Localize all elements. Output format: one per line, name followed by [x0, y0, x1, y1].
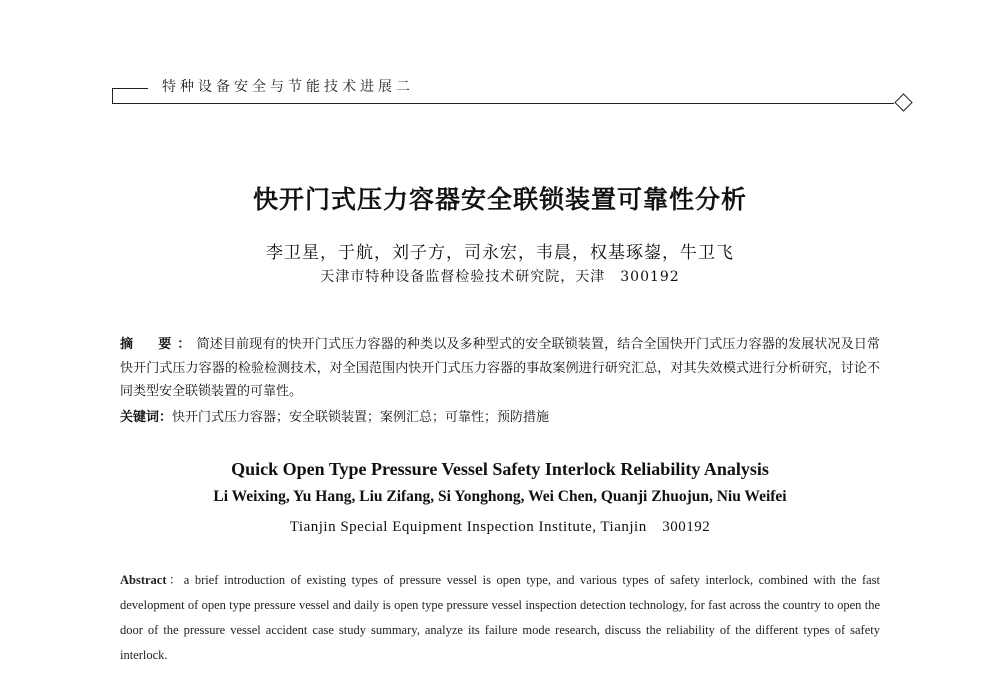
abstract-cn-label: 摘 要： — [120, 337, 197, 352]
paper-title-en: Quick Open Type Pressure Vessel Safety Interlock Reliability Analysis — [231, 459, 769, 479]
abstract-en-label: Abstract — [120, 573, 167, 587]
abstract-cn-text: 简述目前现有的快开门式压力容器的种类以及多种型式的安全联锁装置，结合全国快开门式压力容器的发展状况及日常快开门式压力容器的检验检测技术，对全国范围内快开门式压力容器的事故案例进行研究汇总，对其失效模式进行分析研究，讨论不同类型安全联锁装置的可靠性。 — [120, 337, 880, 399]
paper-affiliation-en: Tianjin Special Equipment Inspection Institute, Tianjin 300192 — [289, 519, 711, 535]
paper-authors-cn: 李卫星，于航，刘子方，司永宏，韦晨，权基琢鋆，牛卫飞 — [266, 243, 734, 263]
diamond-ornament-icon — [894, 93, 912, 111]
abstract-en — [120, 568, 880, 668]
abstract-cn — [120, 333, 880, 404]
paper-affiliation-cn: 天津市特种设备监督检验技术研究院，天津 300192 — [320, 269, 680, 285]
running-header: 特种设备安全与节能技术进展二 — [162, 79, 414, 95]
header-rule-stub — [112, 88, 148, 89]
keywords-cn-text: 快开门式压力容器；安全联锁装置；案例汇总；可靠性；预防措施 — [172, 410, 550, 425]
abstract-en-text: ：a brief introduction of existing types of pressure vessel is open type, and various types of safety interlock, combined with the fast development of open type pressure vessel and daily is open type pressure vessel inspection detection technology, for fast across the country to open the door of the pressure vessel accident case study summary, analyze its failure mode research, discuss the reliability of the different types of safety interlock. — [120, 573, 880, 662]
keywords-cn — [120, 408, 880, 428]
header-rule-tick — [112, 88, 113, 104]
keywords-cn-label: 关键词： — [120, 410, 173, 425]
paper-title-cn: 快开门式压力容器安全联锁装置可靠性分析 — [252, 185, 747, 214]
header-rule — [112, 103, 894, 104]
paper-authors-en: Li Weixing, Yu Hang, Liu Zifang, Si Yonghong, Wei Chen, Quanji Zhuojun, Niu Weifei — [213, 488, 787, 505]
